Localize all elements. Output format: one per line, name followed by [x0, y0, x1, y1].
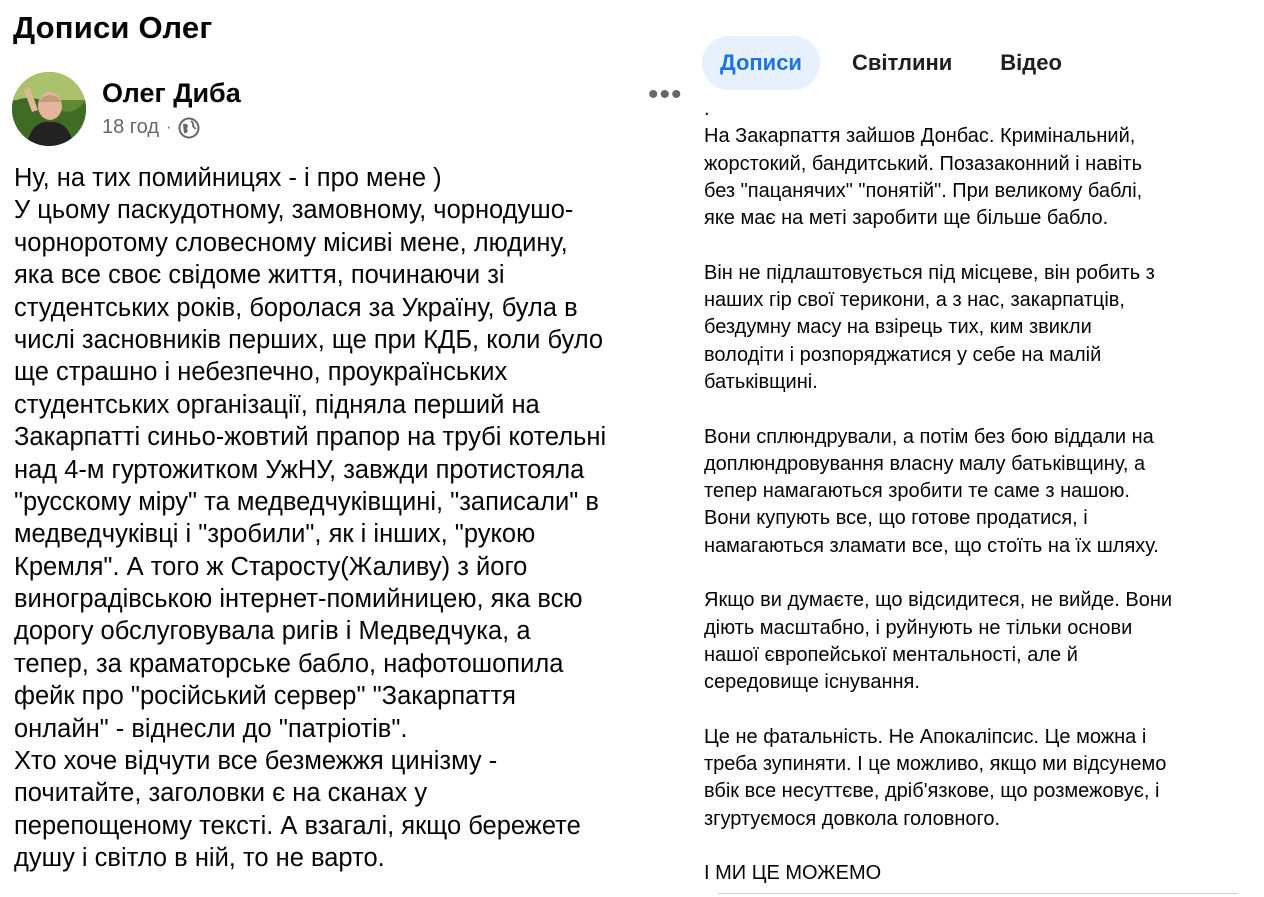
article-lead: . [704, 98, 710, 120]
article-line: без "пацанячих" "понятій". При великому баблі, [704, 179, 1143, 202]
article-closing: І МИ ЦЕ МОЖЕМО [704, 862, 882, 885]
paragraph-gap [704, 697, 1260, 724]
post-text-line: онлайн" - віднесли до "патріотів". [14, 714, 408, 743]
article-line: бездумну масу на взірець тих, ким звикли [704, 316, 1092, 339]
paragraph-gap [704, 232, 1260, 259]
post-text-line: числі засновників перших, ще при КДБ, коли було [14, 325, 604, 354]
article-line: тепер намагаються зробити те саме з нашою. [704, 480, 1130, 503]
article-panel [690, 0, 1264, 897]
post-text-line: Кремля". А того ж Старосту(Жаливу) з його [14, 552, 528, 581]
divider [718, 893, 1238, 894]
post-meta [102, 116, 200, 139]
article-line: яке має на меті заробити ще більше бабло. [704, 207, 1109, 230]
post-time[interactable]: 18 год [102, 116, 160, 138]
meta-separator: · [166, 118, 172, 136]
post-text-line: фейк про "російський сервер" "Закарпаття [14, 682, 516, 711]
article-line: Це не фатальність. Не Апокаліпсис. Це можна і [704, 725, 1147, 748]
article-line: нашої європейської ментальності, але й [704, 643, 1078, 666]
post-text-line: яка все своє свідоме життя, починаючи зі [14, 261, 505, 290]
article-line: На Закарпаття зайшов Донбас. Кримінальний, [704, 125, 1136, 148]
tab-posts[interactable]: Дописи [702, 36, 820, 90]
tab-bar [702, 36, 1086, 90]
article-line: доплюндровування власну малу батьківщину, а [704, 452, 1146, 475]
article-line: треба зупиняти. І це можливо, якщо ми відсунемо [704, 753, 1167, 776]
post-text-line: Ну, на тих помийницях - і про мене ) [14, 164, 442, 192]
article-line: Якщо ви думаєте, що відсидитеся, не вийде. Вони [704, 589, 1173, 612]
post-text-line: почитайте, заголовки є на сканах у [14, 779, 428, 808]
tab-photos[interactable]: Світлини [851, 50, 953, 75]
post-text-line: "русскому міру" та медведчуківщині, "записали" в [14, 487, 599, 516]
post-text-line: чорноротому словесному місиві мене, людину, [14, 228, 568, 257]
article-line: жорстокий, бандитський. Позазаконний і навіть [704, 152, 1142, 175]
paragraph-gap [704, 560, 1260, 587]
article-line: батьківщині. [704, 370, 818, 393]
tab-video[interactable]: Відео [1000, 50, 1062, 75]
post-text [14, 162, 690, 875]
post-text-line: над 4-м гуртожитком УжНУ, завжди протистояла [14, 455, 585, 484]
article-line: Він не підлаштовується під місцеве, він робить з [704, 261, 1155, 284]
article-line: намагаються зламати все, що стоїть на їх шляху. [704, 534, 1159, 557]
avatar-photo [12, 72, 86, 146]
article-line: володіти і розпоряджатися у себе на малій [704, 343, 1102, 366]
post-text-line: тепер, за краматорське бабло, нафотошопила [14, 649, 564, 678]
paragraph-gap [704, 396, 1260, 423]
article-line: діють масштабно, і руйнують не тільки основи [704, 616, 1133, 639]
article-line: згуртуємося довкола головного. [704, 807, 1001, 830]
article-line: Вони купують все, що готове продатися, і [704, 507, 1088, 530]
article-line: наших гір свої терикони, а з нас, закарпатців, [704, 289, 1125, 312]
paragraph-gap [704, 833, 1260, 860]
article-line: Вони сплюндрували, а потім без бою віддали на [704, 425, 1154, 448]
post-text-line: У цьому паскудотному, замовному, чорнодушо- [14, 196, 574, 225]
article-text [704, 96, 1260, 888]
post-text-line: виноградівською інтернет-помийницею, яка всю [14, 585, 583, 614]
author-avatar[interactable] [12, 72, 86, 146]
post-text-line: студентських організації, підняла перший на [14, 390, 540, 419]
post-text-line: медведчуківці і "зробили", як і інших, "рукою [14, 520, 536, 549]
article-line: вбік все несуттєве, дріб'язкове, що розмежовує, і [704, 780, 1160, 803]
post-text-line: перепощеному тексті. А взагалі, якщо бережете [14, 811, 581, 840]
page-title: Дописи Олег [13, 10, 213, 45]
more-options-icon[interactable]: ••• [648, 78, 683, 111]
post-text-line: ще страшно і небезпечно, проукраїнських [14, 358, 508, 387]
post-text-line: Закарпатті синьо-жовтий прапор на трубі котельні [14, 423, 607, 452]
post-text-line: Хто хоче відчути все безмежжя цинізму - [14, 747, 498, 776]
post-text-line: душу і світло в ній, то не варто. [14, 844, 385, 873]
post-text-line: студентських років, боролася за Україну, була в [14, 293, 578, 322]
author-name[interactable]: Олег Диба [102, 78, 241, 108]
article-line: середовище існування. [704, 671, 920, 694]
globe-icon [178, 117, 200, 139]
post-text-line: дорогу обслуговувала ригів і Медведчука, а [14, 617, 531, 646]
